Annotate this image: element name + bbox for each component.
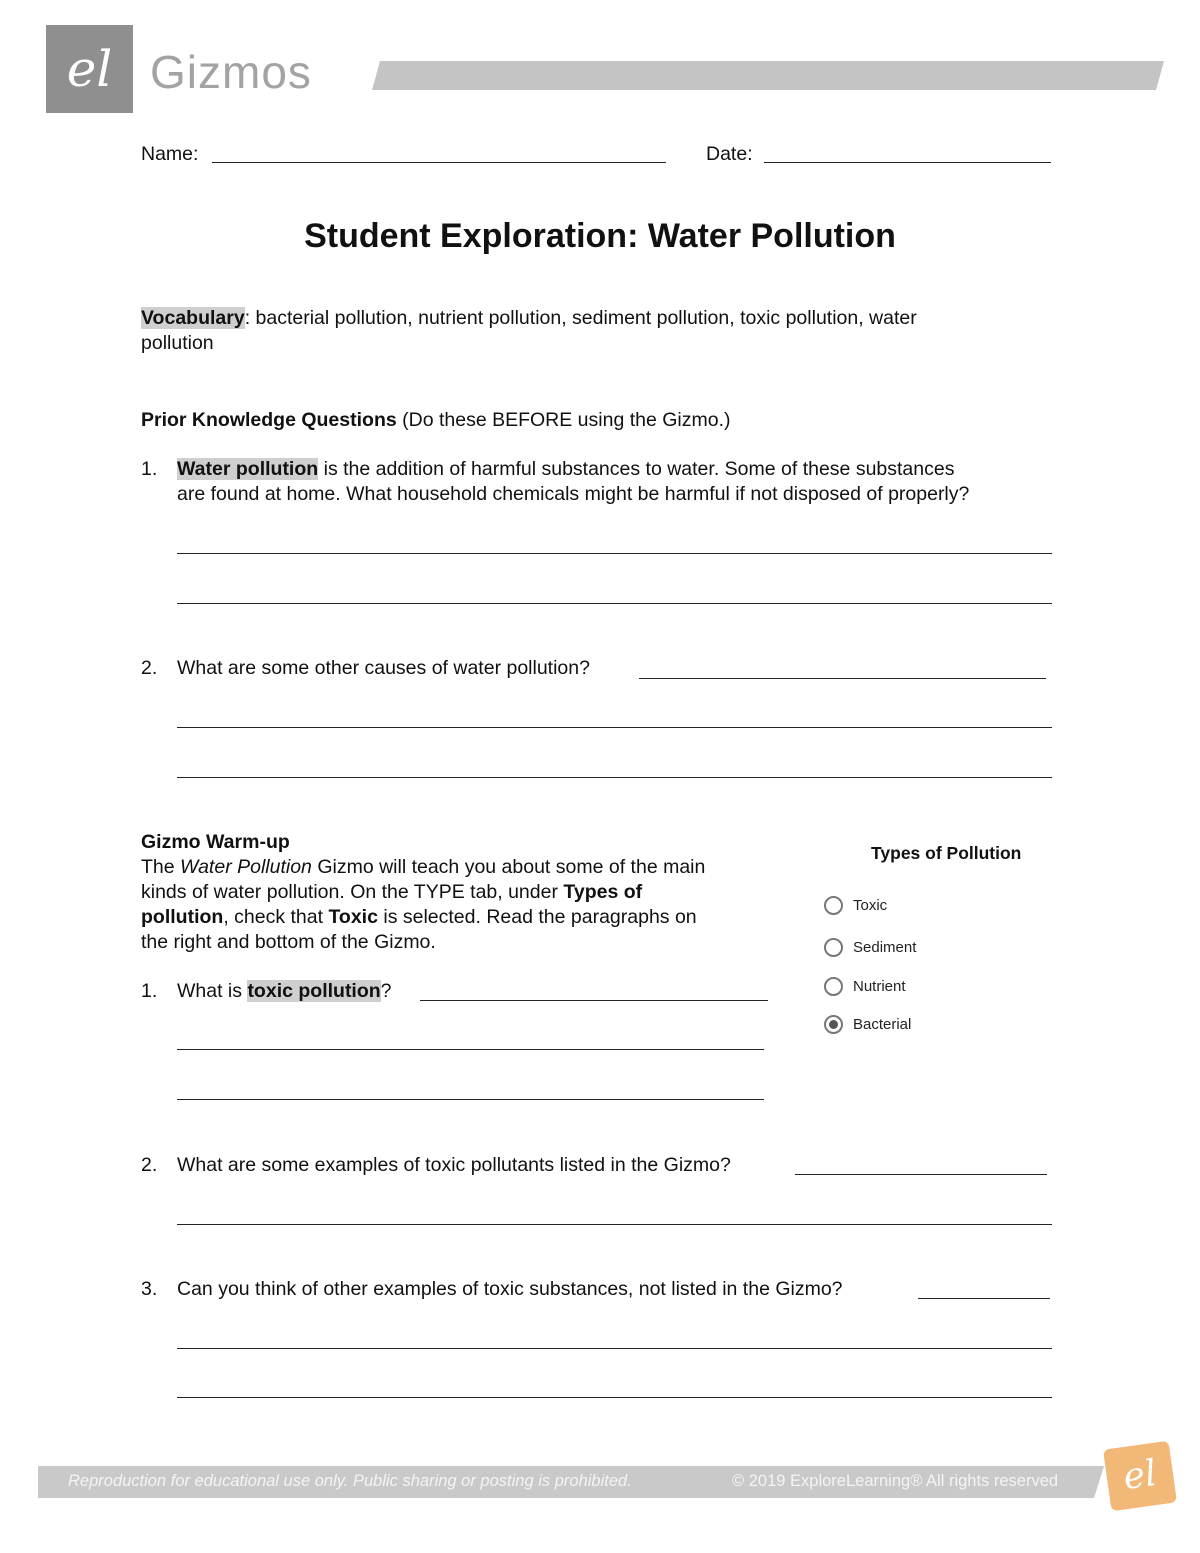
warmup-line-3 — [141, 905, 697, 930]
pk-question-2-number: 2. — [141, 657, 158, 679]
pk-q1-answer-line-1[interactable] — [177, 553, 1052, 554]
explorelearning-logo-mark: el — [1120, 1452, 1160, 1499]
vocabulary-line-2: pollution — [141, 332, 214, 354]
name-field[interactable] — [212, 162, 666, 163]
pk-q1-answer-line-2[interactable] — [177, 603, 1052, 604]
pk-question-1-term: Water pollution — [177, 458, 319, 480]
vocabulary-label: Vocabulary — [141, 307, 245, 329]
explorelearning-logo — [1103, 1441, 1177, 1512]
warmup-l3-a: pollution — [141, 906, 224, 928]
footer-copyright: © 2019 ExploreLearning® All rights reserved — [732, 1472, 1059, 1490]
warmup-q3-answer-line-2[interactable] — [177, 1397, 1052, 1398]
radio-toxic-circle[interactable] — [824, 896, 843, 915]
warmup-q1-post: ? — [380, 980, 392, 1002]
pk-q2-answer-line-2[interactable] — [177, 777, 1052, 778]
warmup-q1-pre: What is — [177, 980, 248, 1002]
warmup-q1-answer-inline[interactable] — [420, 1000, 768, 1001]
warmup-l1-a: The — [141, 856, 181, 878]
warmup-title: Gizmo Warm-up — [141, 831, 290, 853]
prior-knowledge-heading — [141, 408, 731, 433]
brand-name: Gizmos — [150, 46, 312, 98]
pk-question-1-number: 1. — [141, 458, 158, 480]
warmup-question-1-number: 1. — [141, 980, 158, 1002]
warmup-question-1 — [177, 979, 392, 1004]
name-label: Name: — [141, 143, 199, 165]
pk-question-1-line-1 — [177, 457, 954, 482]
warmup-line-1 — [141, 855, 705, 880]
warmup-question-3-text: Can you think of other examples of toxic substances, not listed in the Gizmo? — [177, 1278, 843, 1300]
warmup-l1-b: Gizmo will teach you about some of the main — [311, 856, 706, 878]
warmup-l3-b: , check that — [223, 906, 329, 928]
warmup-q1-answer-line-1[interactable] — [177, 1049, 764, 1050]
gizmos-logo — [46, 25, 133, 113]
prior-knowledge-note: (Do these BEFORE using the Gizmo.) — [396, 409, 731, 431]
gizmos-logo-mark: el — [66, 40, 113, 98]
footer-notice: Reproduction for educational use only. Public sharing or posting is prohibited. — [68, 1472, 632, 1490]
warmup-line-4: the right and bottom of the Gizmo. — [141, 931, 436, 953]
warmup-q1-term: toxic pollution — [247, 980, 381, 1002]
warmup-q2-answer-line-1[interactable] — [177, 1224, 1052, 1225]
radio-selected-dot — [829, 1020, 838, 1029]
radio-bacterial-label: Bacterial — [853, 1016, 912, 1033]
date-label: Date: — [706, 143, 753, 165]
header-bar — [372, 61, 1164, 90]
radio-nutrient-circle[interactable] — [824, 977, 843, 996]
warmup-q3-answer-inline[interactable] — [918, 1298, 1050, 1299]
warmup-l3-d: is selected. Read the paragraphs on — [377, 906, 697, 928]
pk-question-2-text: What are some other causes of water pollution? — [177, 657, 590, 679]
warmup-question-2-text: What are some examples of toxic pollutants listed in the Gizmo? — [177, 1154, 731, 1176]
warmup-question-2-number: 2. — [141, 1154, 158, 1176]
radio-nutrient-label: Nutrient — [853, 978, 906, 995]
date-field[interactable] — [764, 162, 1051, 163]
pk-q2-answer-line-1[interactable] — [177, 727, 1052, 728]
warmup-q2-answer-inline[interactable] — [795, 1174, 1047, 1175]
pk-question-1-text: is the addition of harmful substances to water. Some of these substances — [318, 458, 955, 480]
warmup-heading — [141, 830, 290, 855]
warmup-l1-gizmo-name: Water Pollution — [180, 856, 312, 878]
warmup-q1-answer-line-2[interactable] — [177, 1099, 764, 1100]
radio-toxic-label: Toxic — [853, 897, 888, 914]
warmup-question-3-number: 3. — [141, 1278, 158, 1300]
radio-sediment-label: Sediment — [853, 939, 917, 956]
warmup-l3-c: Toxic — [328, 906, 378, 928]
vocabulary-line-1 — [141, 306, 917, 331]
pk-question-1-line-2: are found at home. What household chemicals might be harmful if not disposed of properly? — [177, 483, 970, 505]
warmup-line-2 — [141, 880, 642, 905]
radio-sediment-circle[interactable] — [824, 938, 843, 957]
warmup-l2-a: kinds of water pollution. On the TYPE tab, under — [141, 881, 564, 903]
prior-knowledge-title: Prior Knowledge Questions — [141, 409, 397, 431]
warmup-l2-b: Types of — [563, 881, 643, 903]
pk-q2-answer-inline[interactable] — [639, 678, 1046, 679]
vocabulary-terms: : bacterial pollution, nutrient pollution, sediment pollution, toxic pollution, water — [244, 307, 917, 329]
warmup-q3-answer-line-1[interactable] — [177, 1348, 1052, 1349]
radio-bacterial-circle[interactable] — [824, 1015, 843, 1034]
page-title: Student Exploration: Water Pollution — [304, 217, 896, 255]
pollution-panel-title: Types of Pollution — [871, 843, 1022, 863]
